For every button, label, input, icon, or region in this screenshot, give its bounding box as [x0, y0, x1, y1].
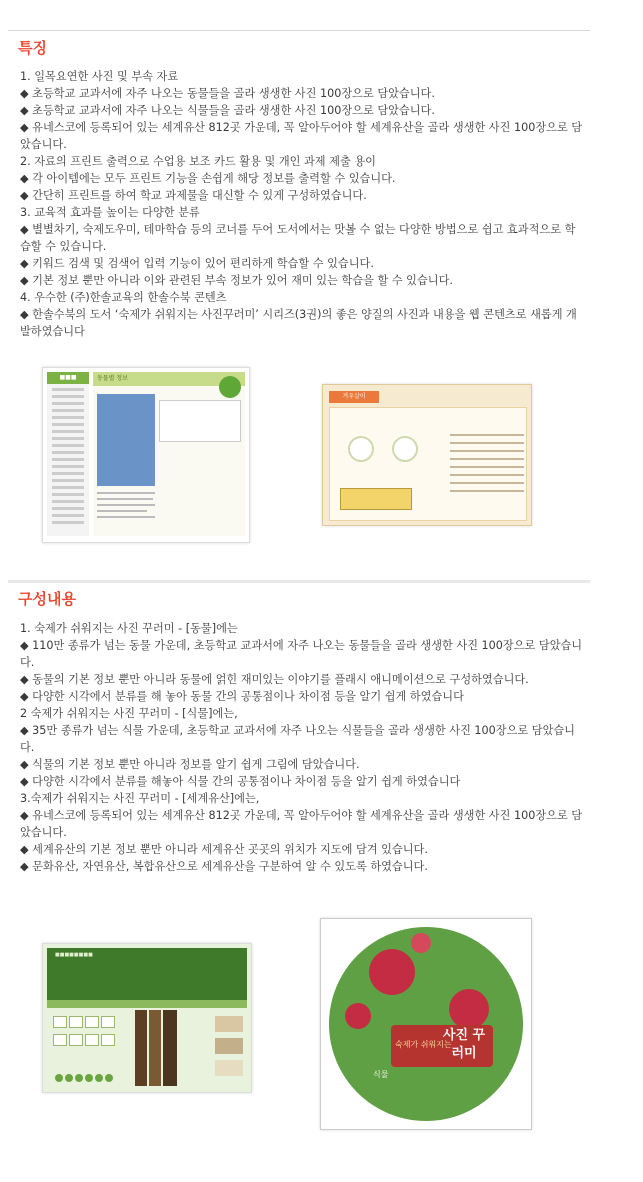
- features-line: 3. 교육적 효과를 높이는 다양한 분류: [20, 206, 200, 219]
- book-title-label: [391, 1025, 493, 1067]
- calendar-grid: [340, 488, 412, 510]
- plant-icon: [392, 436, 418, 462]
- contents-line: ◆ 다양한 시각에서 분류를 해놓아 식물 간의 공통점이나 차이점 등을 알기 쉽게 하였습니다: [20, 775, 461, 788]
- book-cover-disc: [329, 927, 523, 1121]
- features-line: 1. 일목요연한 사진 및 부속 자료: [20, 70, 179, 83]
- thumbnail-bar: 동물별 정보: [93, 372, 245, 386]
- features-line: ◆ 각 아이템에는 모두 프린트 기능을 손쉽게 해당 정보를 출력할 수 있습니다.: [20, 172, 396, 185]
- contents-line: ◆ 세계유산의 기본 정보 뿐만 아니라 세계유산 곳곳의 위치가 지도에 담겨 있습니다.: [20, 843, 428, 856]
- features-line: ◆ 유네스코에 등록되어 있는 세계유산 812곳 가운데, 꼭 알아두어야 할 세계유산을 골라 생생한 사진 100장으로 담았습니다.: [20, 121, 583, 151]
- tree-icon: [219, 376, 241, 398]
- contents-line: ◆ 식물의 기본 정보 뿐만 아니라 정보를 알기 쉽게 그림에 담았습니다.: [20, 758, 360, 771]
- contents-line: ◆ 유네스코에 등록되어 있는 세계유산 812곳 가운데, 꼭 알아두어야 할 세계유산을 골라 생생한 사진 100장으로 담았습니다.: [20, 809, 583, 839]
- info-box: [159, 400, 241, 442]
- plant-icon: [348, 436, 374, 462]
- thumbnail-sidebar: ■■■: [47, 372, 89, 536]
- contents-line: ◆ 문화유산, 자연유산, 복합유산으로 세계유산을 구분하여 알 수 있도록 하였습니다.: [20, 860, 428, 873]
- heritage-site-thumbnail: [42, 943, 252, 1093]
- features-text: [20, 68, 585, 340]
- section-rule: [8, 580, 590, 583]
- leaf-banner: ■■■■■■■■: [47, 948, 247, 1000]
- features-line: ◆ 간단히 프린트를 하여 학교 과제물을 대신할 수 있게 구성하였습니다.: [20, 189, 367, 202]
- plant-page-header: 겨우살이: [329, 391, 379, 403]
- book-cover-thumbnail: [320, 918, 532, 1130]
- features-line: ◆ 기본 정보 뿐만 아니라 이와 관련된 부속 정보가 있어 재미 있는 학습을 할 수 있습니다.: [20, 274, 453, 287]
- thumbnail-nav: [47, 1000, 247, 1008]
- contents-title: 구성내용: [18, 590, 76, 608]
- book-volume: 식물: [373, 1070, 389, 1079]
- contents-line: ◆ 다양한 시각에서 분류를 해 놓아 동물 간의 공통점이나 차이점 등을 알기 쉽게 하였습니다: [20, 690, 464, 703]
- features-line: ◆ 키워드 검색 및 검색어 입력 기능이 있어 편리하게 학습할 수 있습니다.: [20, 257, 374, 270]
- features-line: 4. 우수한 (주)한솔교육의 한솔수북 콘텐츠: [20, 291, 227, 304]
- features-line: ◆ 한솔수북의 도서 ‘숙제가 쉬워지는 사진꾸러미’ 시리즈(3권)의 좋은 양질의 사진과 내용을 웹 콘텐츠로 새롭게 개발하였습니다: [20, 308, 577, 338]
- animal-page-thumbnail: [42, 367, 250, 543]
- contents-line: 2 숙제가 쉬워지는 사진 꾸러미 - [식물]에는,: [20, 707, 238, 720]
- contents-line: 1. 숙제가 쉬워지는 사진 꾸러미 - [동물]에는: [20, 622, 238, 635]
- top-rule: [8, 30, 590, 31]
- features-title: 특징: [18, 39, 47, 57]
- features-line: ◆ 초등학교 교과서에 자주 나오는 식물들을 골라 생생한 사진 100장으로 담았습니다.: [20, 104, 435, 117]
- plant-info-box: [329, 407, 527, 521]
- contents-line: ◆ 110만 종류가 넘는 동물 가운데, 초등학교 교과서에 자주 나오는 동물들을 골라 생생한 사진 100장으로 담았습니다.: [20, 639, 583, 669]
- features-line: ◆ 초등학교 교과서에 자주 나오는 동물들을 골라 생생한 사진 100장으로 담았습니다.: [20, 87, 435, 100]
- plant-page-thumbnail: [322, 384, 532, 526]
- contents-line: ◆ 35만 종류가 넘는 식물 가운데, 초등학교 교과서에 자주 나오는 식물들을 골라 생생한 사진 100장으로 담았습니다.: [20, 724, 575, 754]
- contents-line: 3.숙제가 쉬워지는 사진 꾸러미 - [세계유산]에는,: [20, 792, 260, 805]
- book-title: 사진 꾸러미: [442, 1028, 486, 1061]
- book-series: 숙제가 쉬워지는: [395, 1040, 452, 1049]
- features-line: ◆ 별별차기, 숙제도우미, 테마학습 등의 코너를 두어 도서에서는 맛볼 수 없는 다양한 방법으로 쉽고 효과적으로 학습할 수 있습니다.: [20, 223, 576, 253]
- contents-text: [20, 620, 585, 875]
- contents-line: ◆ 동물의 기본 정보 뿐만 아니라 동물에 얽힌 재미있는 이야기를 플래시 애니메이션으로 구성하였습니다.: [20, 673, 529, 686]
- thumbnail-main: [93, 372, 245, 536]
- bird-nest-photo: [97, 394, 155, 486]
- features-line: 2. 자료의 프린트 출력으로 수업용 보조 카드 활용 및 개인 과제 제출 용이: [20, 155, 376, 168]
